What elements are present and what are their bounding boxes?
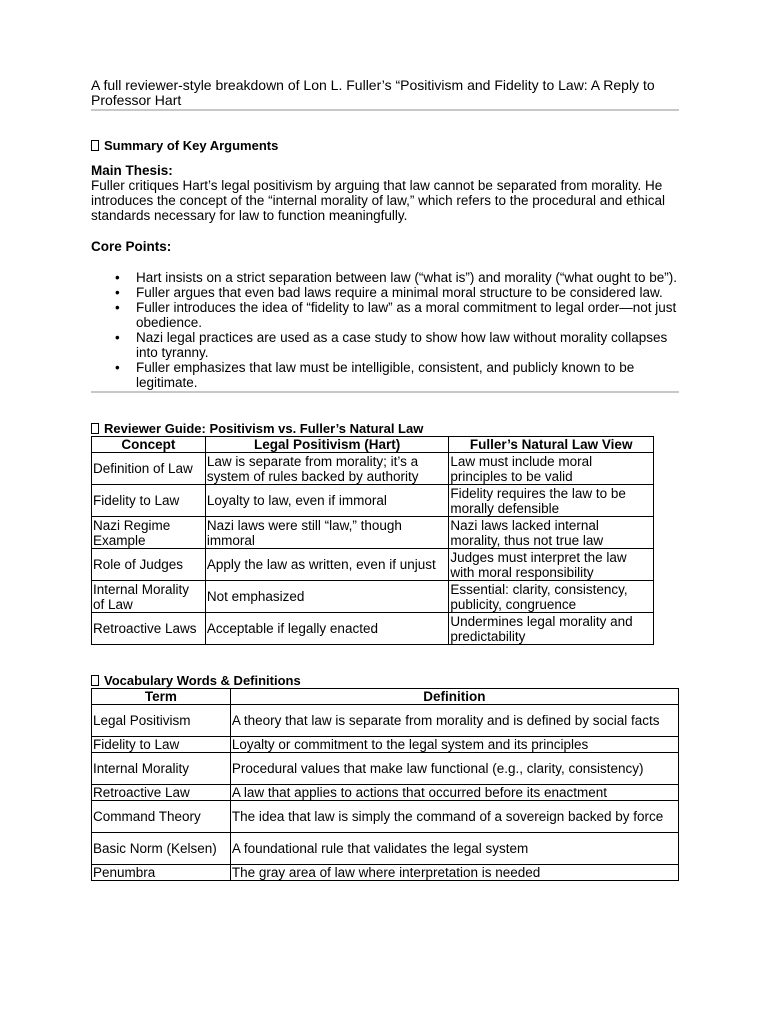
table-row (92, 801, 679, 833)
guide-heading (91, 421, 679, 436)
column-header: Legal Positivism (Hart) (205, 437, 448, 453)
table-cell: Definition of Law (92, 453, 206, 485)
table-cell: Essential: clarity, consistency, publicity, congruence (449, 581, 654, 613)
table-cell: A law that applies to actions that occurred before its enactment (230, 785, 678, 801)
intro-text: A full reviewer-style breakdown of Lon L. Fuller’s “Positivism and Fidelity to Law: A Reply to Professor Hart (91, 77, 655, 108)
column-header: Concept (92, 437, 206, 453)
table-cell: Acceptable if legally enacted (205, 613, 448, 645)
table-cell: Law is separate from morality; it’s a system of rules backed by authority (205, 453, 448, 485)
table-row (92, 865, 679, 881)
table-row (92, 737, 679, 753)
table-cell: Penumbra (92, 865, 231, 881)
table-cell: Command Theory (92, 801, 231, 833)
missing-glyph-icon (91, 423, 99, 434)
table-cell: Undermines legal morality and predictability (449, 613, 654, 645)
table-cell: A foundational rule that validates the legal system (230, 833, 678, 865)
thesis-text: Fuller critiques Hart’s legal positivism by arguing that law cannot be separated from morality. He introduces the concept of the “internal morality of law,” which refers to the procedural and ethical standards necessary for law to function meaningfully. (91, 178, 666, 223)
table-cell: The gray area of law where interpretation is needed (230, 865, 678, 881)
table-row (92, 549, 654, 581)
summary-heading-text: Summary of Key Arguments (104, 138, 279, 153)
table-cell: Legal Positivism (92, 705, 231, 737)
comparison-table (91, 436, 654, 645)
missing-glyph-icon (91, 140, 99, 151)
column-header: Fuller’s Natural Law View (449, 437, 654, 453)
list-item: • Hart insists on a strict separation between law (“what is”) and morality (“what ought to be”). (136, 270, 679, 285)
table-row (92, 581, 654, 613)
table-cell: Procedural values that make law functional (e.g., clarity, consistency) (230, 753, 678, 785)
missing-glyph-icon (91, 675, 99, 686)
column-header: Term (92, 689, 231, 705)
list-item: • Fuller argues that even bad laws require a minimal moral structure to be considered law. (136, 285, 679, 300)
table-cell: Not emphasized (205, 581, 448, 613)
summary-heading (91, 138, 679, 153)
table-cell: The idea that law is simply the command of a sovereign backed by force (230, 801, 678, 833)
table-header-row (92, 689, 679, 705)
table-row (92, 705, 679, 737)
thesis-label: Main Thesis: (91, 163, 173, 178)
table-header-row (92, 437, 654, 453)
vocab-heading (91, 673, 679, 688)
list-item: • Nazi legal practices are used as a case study to show how law without morality collapses into tyranny. (136, 330, 679, 360)
table-cell: Internal Morality of Law (92, 581, 206, 613)
core-points-label: Core Points: (91, 239, 172, 254)
table-cell: Retroactive Law (92, 785, 231, 801)
vocab-heading-text: Vocabulary Words & Definitions (104, 673, 301, 688)
table-cell: Loyalty or commitment to the legal system and its principles (230, 737, 678, 753)
table-row (92, 453, 654, 485)
document-page (91, 78, 679, 881)
table-cell: Retroactive Laws (92, 613, 206, 645)
table-cell: Judges must interpret the law with moral responsibility (449, 549, 654, 581)
table-cell: Fidelity to Law (92, 737, 231, 753)
table-row (92, 785, 679, 801)
list-item: • Fuller introduces the idea of “fidelity to law” as a moral commitment to legal order—not just obedience. (136, 300, 679, 330)
table-cell: Internal Morality (92, 753, 231, 785)
table-cell: Basic Norm (Kelsen) (92, 833, 231, 865)
table-cell: Fidelity requires the law to be morally defensible (449, 485, 654, 517)
vocabulary-table (91, 688, 679, 881)
table-cell: A theory that law is separate from morality and is defined by social facts (230, 705, 678, 737)
core-points-list (91, 270, 679, 390)
table-row (92, 833, 679, 865)
column-header: Definition (230, 689, 678, 705)
table-row (92, 753, 679, 785)
table-cell: Apply the law as written, even if unjust (205, 549, 448, 581)
table-cell: Nazi Regime Example (92, 517, 206, 549)
guide-heading-text: Reviewer Guide: Positivism vs. Fuller’s Natural Law (104, 421, 424, 436)
table-cell: Role of Judges (92, 549, 206, 581)
table-row (92, 517, 654, 549)
table-cell: Loyalty to law, even if immoral (205, 485, 448, 517)
table-row (92, 613, 654, 645)
table-cell: Nazi laws lacked internal morality, thus not true law (449, 517, 654, 549)
table-cell: Fidelity to Law (92, 485, 206, 517)
list-item: • Fuller emphasizes that law must be intelligible, consistent, and publicly known to be legitimate. (136, 360, 679, 390)
table-cell: Nazi laws were still “law,” though immoral (205, 517, 448, 549)
table-cell: Law must include moral principles to be valid (449, 453, 654, 485)
table-row (92, 485, 654, 517)
